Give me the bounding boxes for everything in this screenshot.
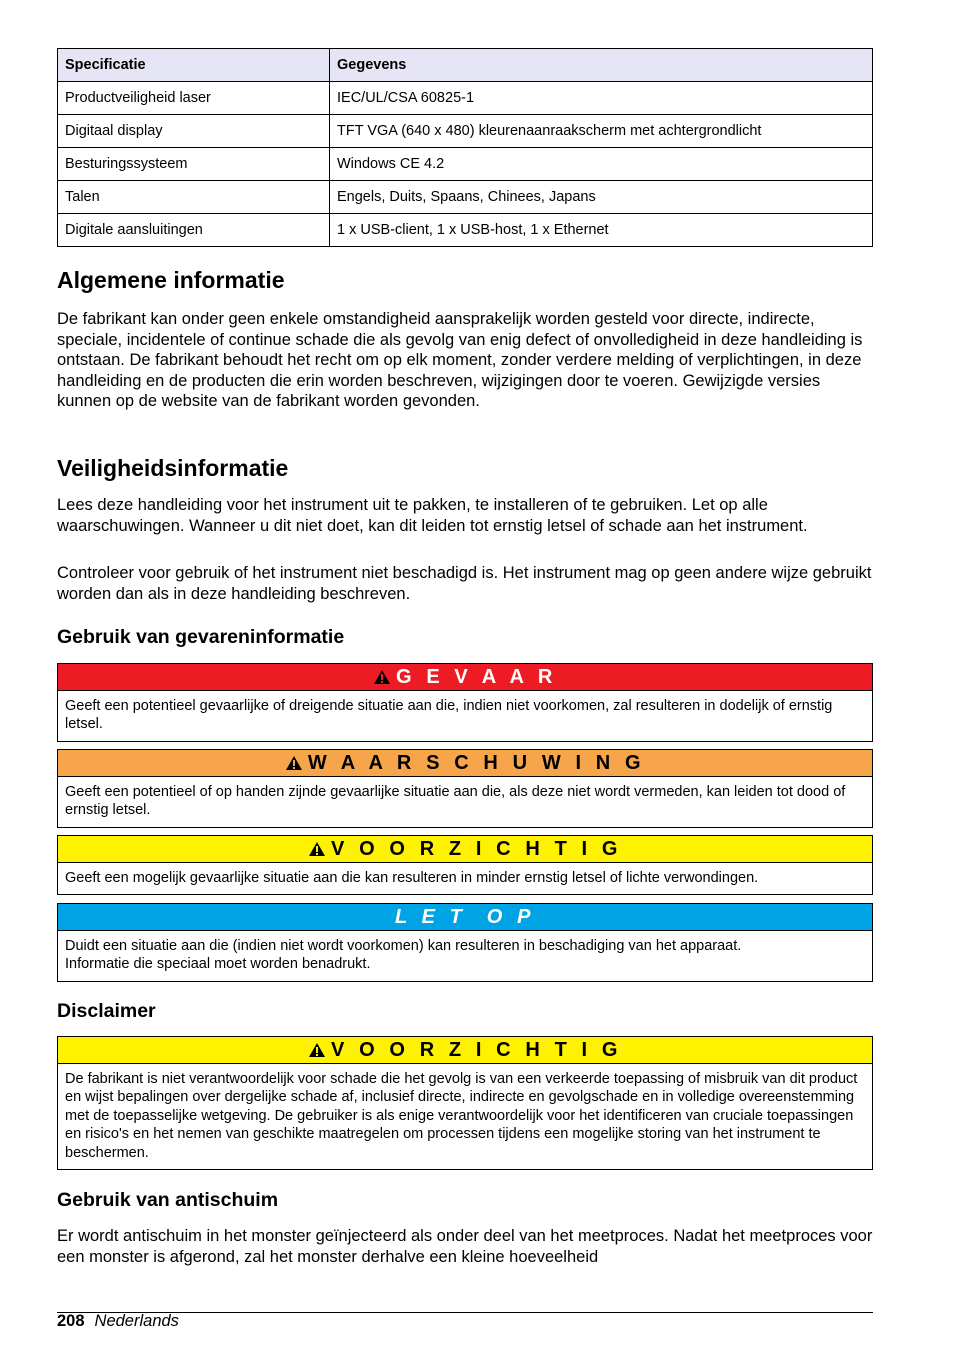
warning-box [57, 749, 873, 828]
notice-header [58, 904, 872, 931]
column-header-spec: Specificatie [58, 49, 330, 82]
warning-triangle-icon [308, 1042, 326, 1058]
caution-box [57, 835, 873, 895]
caution-label: V O O R Z I C H T I G [330, 837, 623, 860]
warning-triangle-icon [285, 755, 303, 771]
safety-info-paragraph-1: Lees deze handleiding voor het instrument uit te pakken, te installeren of te gebruiken. Let op alle waarschuwingen. Wanneer u dit niet doet, kan dit leiden tot ernstig letsel of schade aan het instrument. [57, 496, 808, 535]
antifoam-text: Er wordt antischuim in het monster geïnjecteerd als onder deel van het meetproces. Nadat het meetproces voor een monster is afgerond, zal het monster derhalve een kleine hoeveelheid [57, 1227, 873, 1266]
table-row [58, 214, 873, 247]
warning-label: W A A R S C H U W I N G [307, 751, 646, 774]
footer-language: Nederlands [94, 1312, 179, 1330]
notice-box [57, 903, 873, 982]
notice-text-line-2: Informatie die speciaal moet worden benadrukt. [65, 956, 371, 973]
page-number: 208 [57, 1312, 85, 1330]
safety-info-heading: Veiligheidsinformatie [57, 455, 289, 481]
warning-triangle-icon [373, 669, 391, 685]
column-header-data: Gegevens [330, 49, 873, 82]
caution-header [58, 836, 872, 863]
table-row [58, 82, 873, 115]
table-row [58, 148, 873, 181]
table-cell: Engels, Duits, Spaans, Chinees, Japans [330, 181, 873, 214]
disclaimer-caution-label: V O O R Z I C H T I G [330, 1038, 623, 1061]
general-info-text: De fabrikant kan onder geen enkele omstandigheid aansprakelijk worden gesteld voor directe, indirecte, speciale, incidentele of continue schade die als gevolg van enig defect of onvolledigheid in deze handleiding is ontstaan. De fabrikant behoudt het recht om op elk moment, zonder verdere melding of verplichtingen, in deze handleiding en de producten die erin worden beschreven, wijzigingen door te voeren. Gewijzigde versies kunnen op de website van de fabrikant worden gevonden. [57, 310, 863, 411]
spec-table [57, 48, 873, 247]
disclaimer-heading: Disclaimer [57, 1000, 156, 1022]
table-cell: 1 x USB-client, 1 x USB-host, 1 x Ethernet [330, 214, 873, 247]
danger-label: G E V A A R [396, 665, 557, 688]
safety-info-paragraph-2: Controleer voor gebruik of het instrument niet beschadigd is. Het instrument mag op geen andere wijze gebruikt worden dan als in deze handleiding beschreven. [57, 564, 872, 603]
general-info-heading: Algemene informatie [57, 267, 285, 293]
caution-text: Geeft een mogelijk gevaarlijke situatie aan die kan resulteren in minder ernstig letsel of lichte verwondingen. [65, 870, 759, 886]
disclaimer-text: De fabrikant is niet verantwoordelijk voor schade die het gevolg is van een verkeerde toepassing of misbruik van dit product en wijst bepalingen over dergelijke schade af, inclusief directe, indirecte en gevolgschade en in volledige overeenstemming met de toepasselijke wetgeving. De gebruiker is als enige verantwoordelijk voor het identificeren van cruciale toepassingen en risico's en het nemen van geschikte maatregelen om processen tijdens een mogelijke storing van het instrument te beschermen. [65, 1071, 858, 1161]
table-cell: Talen [58, 181, 330, 214]
danger-text: Geeft een potentieel gevaarlijke of dreigende situatie aan die, indien niet voorkomen, zal resulteren in dodelijk of ernstig letsel. [65, 698, 833, 733]
table-cell: Digitale aansluitingen [58, 214, 330, 247]
table-header-row [58, 49, 873, 82]
table-cell: IEC/UL/CSA 60825-1 [330, 82, 873, 115]
danger-box [57, 663, 873, 742]
hazard-info-heading: Gebruik van gevareninformatie [57, 626, 345, 648]
notice-text-line-1: Duidt een situatie aan die (indien niet wordt voorkomen) kan resulteren in beschadiging van het apparaat. [65, 938, 742, 954]
notice-label: L E T O P [394, 905, 536, 928]
table-cell: Productveiligheid laser [58, 82, 330, 115]
warning-triangle-icon [308, 841, 326, 857]
antifoam-heading: Gebruik van antischuim [57, 1189, 279, 1211]
warning-header [58, 750, 872, 777]
danger-header [58, 664, 872, 691]
warning-text: Geeft een potentieel of op handen zijnde gevaarlijke situatie aan die, als deze niet wordt vermeden, kan leiden tot dood of ernstig letsel. [65, 784, 846, 819]
disclaimer-caution-box [57, 1036, 873, 1170]
table-cell: Digitaal display [58, 115, 330, 148]
table-cell: Windows CE 4.2 [330, 148, 873, 181]
table-cell: Besturingssysteem [58, 148, 330, 181]
notice-body [58, 931, 872, 981]
table-row [58, 181, 873, 214]
table-row [58, 115, 873, 148]
page-footer [57, 1312, 179, 1331]
footer-divider [57, 1312, 873, 1313]
disclaimer-caution-header [58, 1037, 872, 1064]
table-cell: TFT VGA (640 x 480) kleurenaanraakscherm met achtergrondlicht [330, 115, 873, 148]
